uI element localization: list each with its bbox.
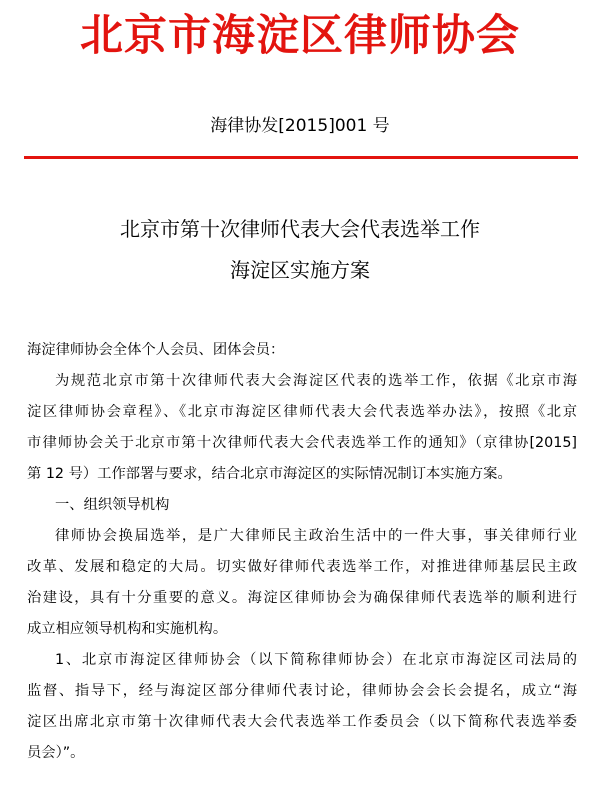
section-paragraph-line: 律师协会换届选举，是广大律师民主政治生活中的一件大事，事关律师行业 (55, 528, 577, 544)
intro-line: 市律师协会关于北京市第十次律师代表大会代表选举工作的通知》（京律协[2015] (27, 435, 577, 451)
intro-line: 为规范北京市第十次律师代表大会海淀区代表的选举工作，依据《北京市海 (55, 373, 577, 389)
item-line: 监督、指导下，经与海淀区部分律师代表讨论，律师协会会长会提名，成立“海 (27, 683, 577, 699)
section-paragraph-line: 成立相应领导机构和实施机构。 (27, 621, 228, 637)
salutation: 海淀律师协会全体个人会员、团体会员： (27, 342, 285, 358)
item-line: 淀区出席北京市第十次律师代表大会代表选举工作委员会（以下简称代表选举委 (27, 714, 577, 730)
section-paragraph-line: 治建设，具有十分重要的意义。海淀区律师协会为确保律师代表选举的顺利进行 (27, 590, 577, 606)
document-title-line-2: 海淀区实施方案 (230, 258, 370, 282)
document-body (27, 335, 577, 769)
document-number: 海律协发[2015]001 号 (210, 116, 390, 136)
intro-line: 淀区律师协会章程》、《北京市海淀区律师代表大会代表选举办法》，按照《北京 (27, 404, 577, 420)
section-heading: 一、组织领导机构 (55, 497, 170, 513)
masthead-org-name: 北京市海淀区律师协会 (80, 11, 520, 61)
section-paragraph-line: 改革、发展和稳定的大局。切实做好律师代表选举工作，对推进律师基层民主政 (27, 559, 577, 575)
intro-line: 第 12 号）工作部署与要求，结合北京市海淀区的实际情况制订本实施方案。 (27, 466, 512, 482)
item-line: 员会）”。 (27, 745, 85, 761)
document-title-line-1: 北京市第十次律师代表大会代表选举工作 (120, 217, 480, 241)
red-divider-line (24, 156, 578, 159)
item-line: 1、北京市海淀区律师协会（以下简称律师协会）在北京市海淀区司法局的 (55, 652, 577, 668)
